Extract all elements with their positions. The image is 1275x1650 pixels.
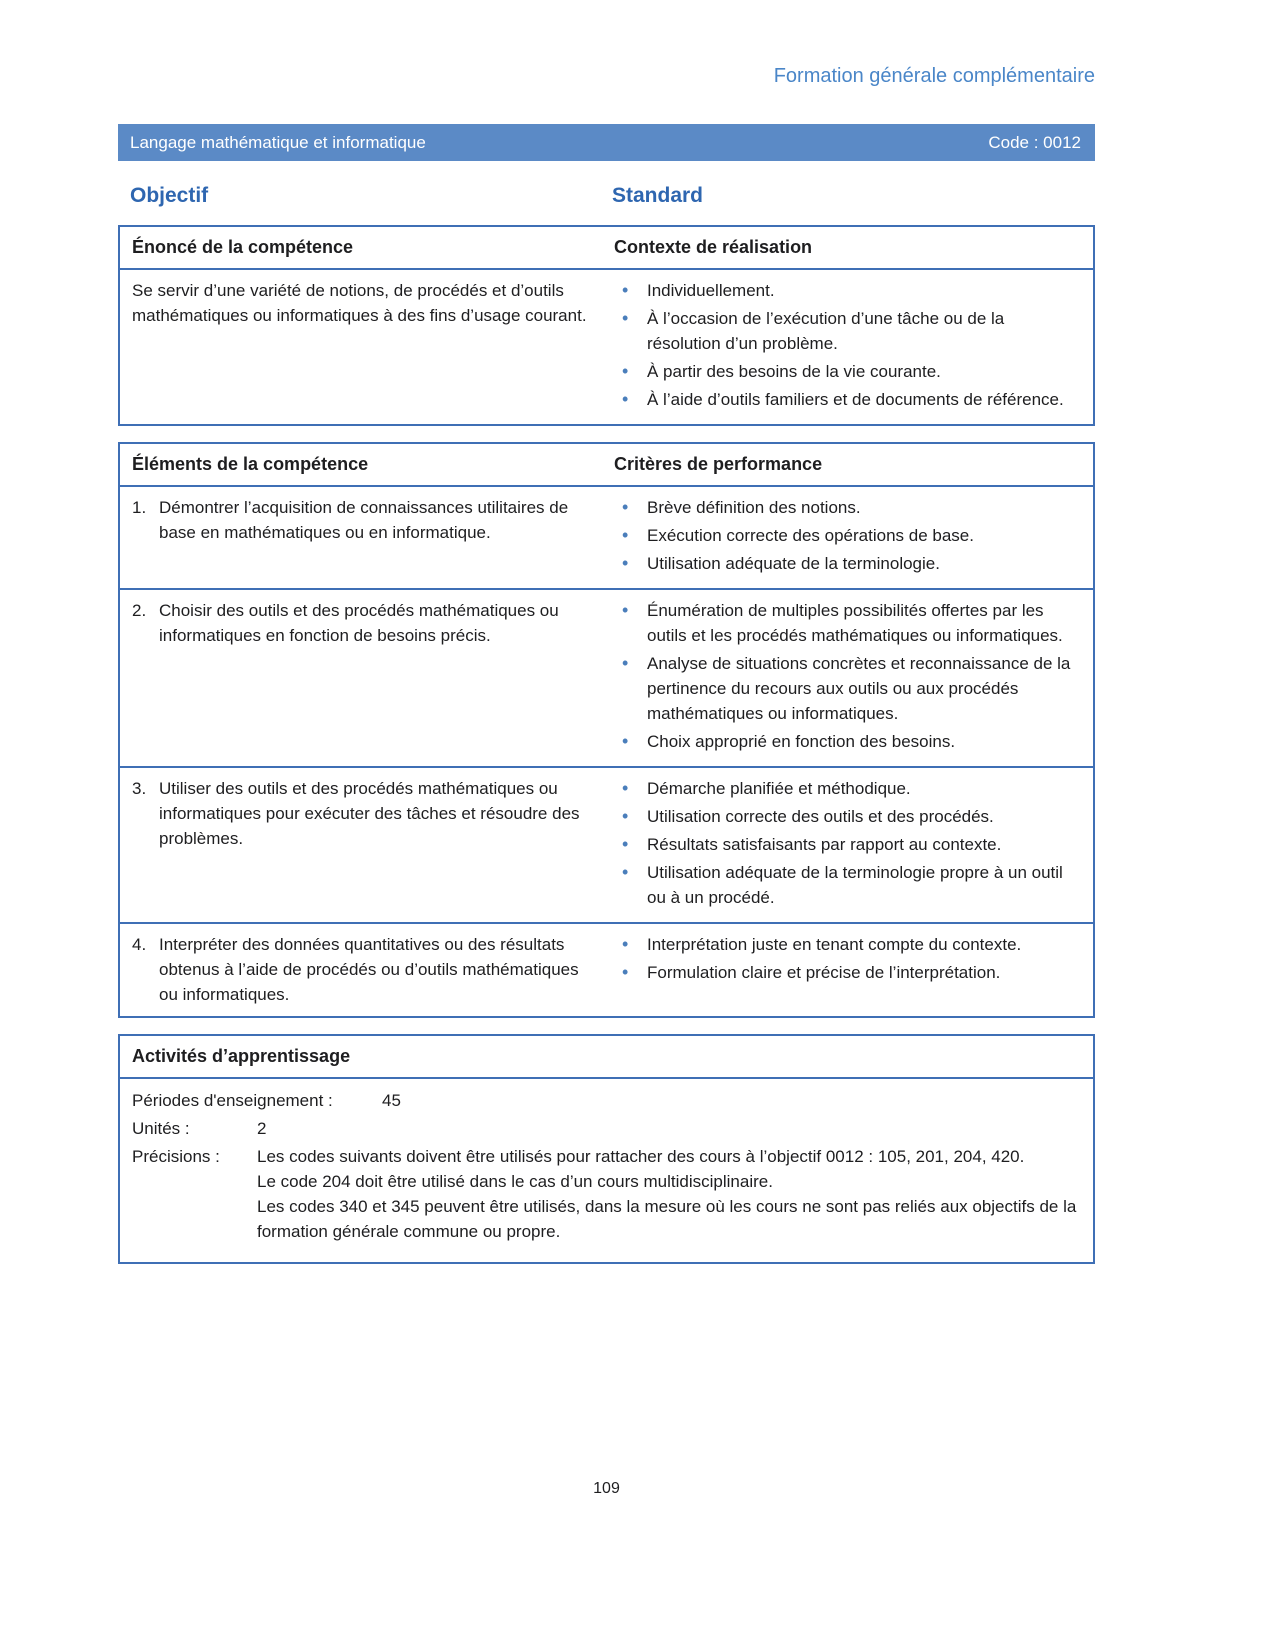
numbered-item	[132, 598, 600, 648]
element-row-2	[120, 588, 1093, 766]
element-cell	[120, 924, 614, 1016]
competence-table	[118, 225, 1095, 426]
course-banner	[118, 124, 1095, 161]
criteres-list	[614, 776, 1081, 910]
item-text: Interpréter des données quantitatives ou des résultats obtenus à l’aide de procédés ou d’outils mathématiques ou informatiques.	[159, 935, 579, 1004]
criteres-header: Critères de performance	[614, 454, 823, 474]
objectif-heading: Objectif	[130, 184, 209, 207]
competence-row	[120, 270, 1093, 424]
bullet-item: • Exécution correcte des opérations de base.	[614, 523, 1081, 548]
bullet-item: • À partir des besoins de la vie courante.	[614, 359, 1081, 384]
competence-statement: Se servir d’une variété de notions, de procédés et d’outils mathématiques ou informatiques à des fins d’usage courant.	[132, 281, 587, 325]
criteres-list	[614, 932, 1081, 985]
criteres-cell	[614, 487, 1093, 588]
item-number: 1.	[132, 498, 147, 517]
bullet-item: • À l’aide d’outils familiers et de documents de référence.	[614, 387, 1081, 412]
precisions-paragraph: Les codes 340 et 345 peuvent être utilisés, dans la mesure où les cours ne sont pas reliés aux objectifs de la formation générale commune ou propre.	[257, 1197, 1077, 1241]
elements-header: Éléments de la compétence	[132, 454, 369, 474]
banner-course-title: Langage mathématique et informatique	[130, 133, 426, 152]
competence-table-header	[120, 227, 1093, 270]
item-text: Démontrer l’acquisition de connaissances utilitaires de base en mathématiques ou en informatique.	[159, 498, 569, 542]
precisions-label: Précisions :	[132, 1147, 220, 1166]
periods-row	[132, 1088, 1081, 1113]
bullet-item: • Formulation claire et précise de l’interprétation.	[614, 960, 1081, 985]
periods-value: 45	[382, 1091, 401, 1110]
item-text: Utiliser des outils et des procédés mathématiques ou informatiques pour exécuter des tâches et résoudre des problèmes.	[159, 779, 580, 848]
bullet-item: • Utilisation adéquate de la terminologie propre à un outil ou à un procédé.	[614, 860, 1081, 910]
page-number: 109	[593, 1480, 620, 1497]
bullet-item: • Interprétation juste en tenant compte du contexte.	[614, 932, 1081, 957]
precisions-paragraph: Le code 204 doit être utilisé dans le cas d’un cours multidisciplinaire.	[257, 1172, 773, 1191]
banner-course-code: Code : 0012	[988, 133, 1081, 152]
bullet-item: • Brève définition des notions.	[614, 495, 1081, 520]
contexte-header: Contexte de réalisation	[614, 237, 813, 257]
bullet-item: • Énumération de multiples possibilités offertes par les outils et les procédés mathématiques ou informatiques.	[614, 598, 1081, 648]
document-section-title: Formation générale complémentaire	[773, 65, 1095, 87]
criteres-list	[614, 598, 1081, 754]
criteres-cell	[614, 590, 1093, 766]
bullet-item: • À l’occasion de l’exécution d’une tâche ou de la résolution d’un problème.	[614, 306, 1081, 356]
bullet-item: • Résultats satisfaisants par rapport au contexte.	[614, 832, 1081, 857]
activities-body	[120, 1079, 1093, 1262]
bullet-item: • Analyse de situations concrètes et reconnaissance de la pertinence du recours aux outils ou aux procédés mathématiques ou informatiques.	[614, 651, 1081, 726]
enonce-header: Énoncé de la compétence	[132, 237, 354, 257]
criteres-list	[614, 495, 1081, 576]
contexte-list	[614, 278, 1081, 412]
column-headings	[118, 183, 1095, 209]
criteres-cell	[614, 924, 1093, 1016]
element-cell	[120, 487, 614, 588]
numbered-item	[132, 932, 600, 1007]
elements-table-header	[120, 444, 1093, 487]
units-label: Unités :	[132, 1119, 190, 1138]
item-text: Choisir des outils et des procédés mathématiques ou informatiques en fonction de besoins précis.	[159, 601, 559, 645]
element-row-4	[120, 922, 1093, 1016]
periods-label: Périodes d'enseignement :	[132, 1091, 333, 1110]
precisions-paragraph: Les codes suivants doivent être utilisés pour rattacher des cours à l’objectif 0012 : 105, 201, 204, 420.	[257, 1147, 1025, 1166]
contexte-cell	[614, 270, 1093, 424]
criteres-cell	[614, 768, 1093, 922]
element-cell	[120, 590, 614, 766]
elements-table	[118, 442, 1095, 1018]
bullet-item: • Démarche planifiée et méthodique.	[614, 776, 1081, 801]
precisions-text	[257, 1144, 1081, 1244]
item-number: 4.	[132, 935, 147, 954]
bullet-item: • Choix approprié en fonction des besoins.	[614, 729, 1081, 754]
units-row	[132, 1116, 1081, 1141]
numbered-item	[132, 495, 600, 545]
units-value: 2	[257, 1119, 267, 1138]
bullet-item: • Individuellement.	[614, 278, 1081, 303]
item-number: 2.	[132, 601, 147, 620]
bullet-item: • Utilisation correcte des outils et des procédés.	[614, 804, 1081, 829]
competence-statement-cell	[120, 270, 614, 424]
activities-header: Activités d’apprentissage	[120, 1036, 1093, 1079]
element-row-1	[120, 487, 1093, 588]
standard-heading: Standard	[612, 184, 704, 207]
element-row-3	[120, 766, 1093, 922]
bullet-item: • Utilisation adéquate de la terminologie.	[614, 551, 1081, 576]
numbered-item	[132, 776, 600, 851]
precisions-row	[132, 1144, 1081, 1244]
content-area	[118, 0, 1095, 1264]
element-cell	[120, 768, 614, 922]
item-number: 3.	[132, 779, 147, 798]
activities-table	[118, 1034, 1095, 1264]
